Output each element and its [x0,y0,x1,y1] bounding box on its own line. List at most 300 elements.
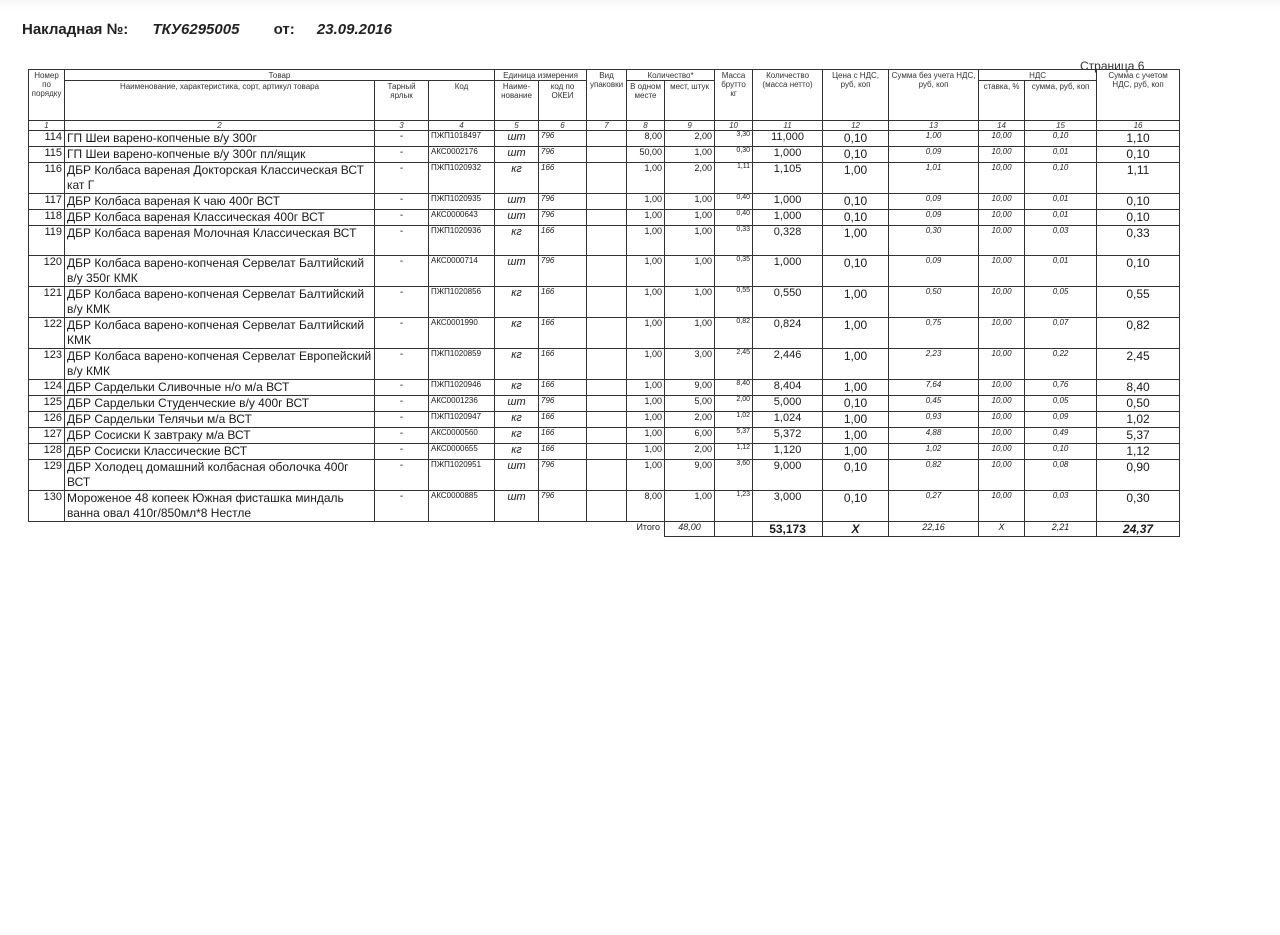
qty-places: 1,00 [665,318,715,349]
invoice-table [28,69,1180,537]
qty-in-place: 8,00 [627,131,665,147]
col-sum-no-vat-header: Сумма без учета НДС, руб, коп [889,70,979,121]
net-quantity: 1,024 [753,412,823,428]
sum-without-vat: 0,45 [889,396,979,412]
row-number: 130 [29,491,65,522]
vat-amount: 0,01 [1025,147,1097,163]
qty-places: 6,00 [665,428,715,444]
sum-without-vat: 0,09 [889,194,979,210]
tare-label: - [375,194,429,210]
gross-mass: 0,35 [715,256,753,287]
vat-rate: 10,00 [979,412,1025,428]
product-name: ДБР Сардельки Сливочные н/о м/а ВСТ [65,380,375,396]
net-quantity: 3,000 [753,491,823,522]
col-vat-header: НДС [979,70,1097,81]
sum-without-vat: 2,23 [889,349,979,380]
row-number: 129 [29,460,65,491]
sum-with-vat: 0,55 [1097,287,1180,318]
row-number: 117 [29,194,65,210]
qty-places: 1,00 [665,256,715,287]
vat-amount: 0,10 [1025,131,1097,147]
vat-rate: 10,00 [979,349,1025,380]
net-quantity: 11,000 [753,131,823,147]
product-name: ДБР Колбаса вареная Молочная Классическая ВСТ [65,226,375,256]
row-number: 115 [29,147,65,163]
sum-with-vat: 1,02 [1097,412,1180,428]
sum-without-vat: 1,01 [889,163,979,194]
vat-rate: 10,00 [979,147,1025,163]
vat-rate: 10,00 [979,460,1025,491]
gross-mass: 3,60 [715,460,753,491]
totals-net: 53,173 [753,522,823,537]
sum-without-vat: 0,30 [889,226,979,256]
product-code: АКС0000643 [429,210,495,226]
unit-name: кг [495,349,539,380]
unit-name: кг [495,226,539,256]
product-name: ДБР Холодец домашний колбасная оболочка 400г ВСТ [65,460,375,491]
column-index: 2 [65,121,375,131]
col-desc-header: Наименование, характеристика, сорт, артикул товара [65,81,375,121]
qty-in-place: 1,00 [627,396,665,412]
row-number: 128 [29,444,65,460]
product-name: ДБР Колбаса варено-копченая Сервелат Балтийский КМК [65,318,375,349]
col-goods-header: Товар [65,70,495,81]
col-rate-header: ставка, % [979,81,1025,121]
sum-with-vat: 1,11 [1097,163,1180,194]
product-name: ДБР Колбаса варено-копченая Сервелат Европейский в/у КМК [65,349,375,380]
vat-rate: 10,00 [979,256,1025,287]
vat-rate: 10,00 [979,318,1025,349]
price-with-vat: 1,00 [823,428,889,444]
totals-label: Итого [636,522,661,532]
product-name: ДБР Сардельки Телячьи м/а ВСТ [65,412,375,428]
vat-amount: 0,03 [1025,491,1097,522]
pack-type [587,163,627,194]
gross-mass: 2,00 [715,396,753,412]
col-sum-vat-header: Сумма с учетом НДС, руб, коп [1097,70,1180,121]
totals-sum-no-vat: 22,16 [889,522,979,537]
qty-places: 1,00 [665,147,715,163]
net-quantity: 8,404 [753,380,823,396]
qty-places: 2,00 [665,131,715,147]
column-index: 10 [715,121,753,131]
column-index: 14 [979,121,1025,131]
table-row [29,412,1180,428]
unit-name: кг [495,287,539,318]
col-tare-header: Тарный ярлык [375,81,429,121]
pack-type [587,256,627,287]
tare-label: - [375,396,429,412]
product-code: ПЖП1020951 [429,460,495,491]
col-qty-header: Количество* [627,70,715,81]
column-index: 9 [665,121,715,131]
okei-code: 796 [539,210,587,226]
sum-without-vat: 7,64 [889,380,979,396]
column-index: 13 [889,121,979,131]
vat-amount: 0,22 [1025,349,1097,380]
row-number: 114 [29,131,65,147]
invoice-number: ТКУ6295005 [152,21,240,38]
vat-rate: 10,00 [979,491,1025,522]
qty-places: 9,00 [665,460,715,491]
qty-in-place: 1,00 [627,163,665,194]
pack-type [587,210,627,226]
col-price-header: Цена с НДС, руб, коп [823,70,889,121]
unit-name: кг [495,318,539,349]
vat-rate: 10,00 [979,444,1025,460]
qty-in-place: 1,00 [627,444,665,460]
col-unit-name-header: Наиме-нование [495,81,539,121]
tare-label: - [375,412,429,428]
gross-mass: 0,40 [715,210,753,226]
sum-with-vat: 0,10 [1097,194,1180,210]
unit-name: шт [495,460,539,491]
vat-amount: 0,10 [1025,163,1097,194]
product-code: АКС0001990 [429,318,495,349]
sum-with-vat: 1,12 [1097,444,1180,460]
okei-code: 166 [539,444,587,460]
totals-vat: 2,21 [1025,522,1097,537]
net-quantity: 0,328 [753,226,823,256]
product-name: ДБР Колбаса вареная Классическая 400г ВСТ [65,210,375,226]
column-index: 11 [753,121,823,131]
qty-in-place: 1,00 [627,318,665,349]
column-index-row [29,121,1180,131]
okei-code: 796 [539,396,587,412]
table-row [29,444,1180,460]
gross-mass: 3,30 [715,131,753,147]
sum-without-vat: 0,75 [889,318,979,349]
gross-mass: 0,82 [715,318,753,349]
sum-without-vat: 0,27 [889,491,979,522]
qty-in-place: 1,00 [627,412,665,428]
date-label: от: [273,21,295,38]
totals-price: X [823,522,889,537]
table-row [29,491,1180,522]
table-row [29,147,1180,163]
pack-type [587,491,627,522]
column-index: 4 [429,121,495,131]
qty-in-place: 1,00 [627,380,665,396]
table-row [29,428,1180,444]
invoice-label: Накладная №: [22,21,129,38]
table-row [29,256,1180,287]
column-index: 1 [29,121,65,131]
qty-places: 1,00 [665,194,715,210]
unit-name: шт [495,491,539,522]
net-quantity: 1,120 [753,444,823,460]
vat-amount: 0,05 [1025,396,1097,412]
vat-amount: 0,01 [1025,194,1097,210]
price-with-vat: 0,10 [823,491,889,522]
tare-label: - [375,460,429,491]
gross-mass: 1,12 [715,444,753,460]
product-code: ПЖП1020856 [429,287,495,318]
vat-amount: 0,09 [1025,412,1097,428]
row-number: 121 [29,287,65,318]
sum-with-vat: 0,82 [1097,318,1180,349]
qty-places: 1,00 [665,287,715,318]
price-with-vat: 0,10 [823,210,889,226]
okei-code: 796 [539,131,587,147]
col-vat-sum-header: сумма, руб, коп [1025,81,1097,121]
gross-mass: 1,02 [715,412,753,428]
sum-with-vat: 2,45 [1097,349,1180,380]
vat-amount: 0,08 [1025,460,1097,491]
column-index: 6 [539,121,587,131]
price-with-vat: 0,10 [823,147,889,163]
product-code: ПЖП1018497 [429,131,495,147]
vat-rate: 10,00 [979,131,1025,147]
column-index: 7 [587,121,627,131]
net-quantity: 1,000 [753,256,823,287]
okei-code: 166 [539,412,587,428]
pack-type [587,380,627,396]
okei-code: 796 [539,147,587,163]
pack-type [587,318,627,349]
product-code: ПЖП1020936 [429,226,495,256]
qty-in-place: 1,00 [627,349,665,380]
sum-without-vat: 0,50 [889,287,979,318]
unit-name: шт [495,256,539,287]
price-with-vat: 1,00 [823,380,889,396]
qty-places: 1,00 [665,491,715,522]
pack-type [587,287,627,318]
gross-mass: 1,23 [715,491,753,522]
table-row [29,349,1180,380]
net-quantity: 2,446 [753,349,823,380]
tare-label: - [375,380,429,396]
vat-amount: 0,07 [1025,318,1097,349]
okei-code: 796 [539,460,587,491]
pack-type [587,226,627,256]
qty-in-place: 1,00 [627,428,665,444]
pack-type [587,194,627,210]
table-row [29,396,1180,412]
totals-total: 24,37 [1097,522,1180,537]
row-number: 119 [29,226,65,256]
pack-type [587,444,627,460]
row-number: 125 [29,396,65,412]
product-name: ДБР Сосиски К завтраку м/а ВСТ [65,428,375,444]
invoice-header [22,21,392,38]
price-with-vat: 1,00 [823,287,889,318]
vat-rate: 10,00 [979,226,1025,256]
table-row [29,460,1180,491]
price-with-vat: 1,00 [823,412,889,428]
qty-in-place: 1,00 [627,210,665,226]
row-number: 127 [29,428,65,444]
tare-label: - [375,256,429,287]
qty-in-place: 1,00 [627,256,665,287]
net-quantity: 5,372 [753,428,823,444]
totals-places: 48,00 [665,522,715,537]
pack-type [587,131,627,147]
sum-with-vat: 0,10 [1097,210,1180,226]
price-with-vat: 1,00 [823,226,889,256]
vat-rate: 10,00 [979,163,1025,194]
qty-places: 1,00 [665,226,715,256]
table-row [29,163,1180,194]
price-with-vat: 1,00 [823,318,889,349]
table-row [29,226,1180,256]
price-with-vat: 0,10 [823,256,889,287]
net-quantity: 1,000 [753,194,823,210]
product-code: ПЖП1020932 [429,163,495,194]
column-index: 16 [1097,121,1180,131]
tare-label: - [375,318,429,349]
unit-name: кг [495,444,539,460]
column-index: 12 [823,121,889,131]
gross-mass: 0,33 [715,226,753,256]
sum-with-vat: 0,10 [1097,147,1180,163]
vat-amount: 0,01 [1025,210,1097,226]
qty-places: 9,00 [665,380,715,396]
sum-with-vat: 0,33 [1097,226,1180,256]
vat-amount: 0,76 [1025,380,1097,396]
okei-code: 166 [539,163,587,194]
product-code: ПЖП1020946 [429,380,495,396]
product-name: ДБР Колбаса варено-копченая Сервелат Балтийский в/у КМК [65,287,375,318]
qty-places: 1,00 [665,210,715,226]
pack-type [587,396,627,412]
vat-rate: 10,00 [979,287,1025,318]
col-code-header: Код [429,81,495,121]
col-places-header: мест, штук [665,81,715,121]
row-number: 120 [29,256,65,287]
product-code: АКС0000714 [429,256,495,287]
okei-code: 166 [539,226,587,256]
qty-places: 2,00 [665,163,715,194]
gross-mass: 2,45 [715,349,753,380]
unit-name: кг [495,412,539,428]
table-row [29,210,1180,226]
vat-amount: 0,10 [1025,444,1097,460]
vat-amount: 0,03 [1025,226,1097,256]
gross-mass: 0,40 [715,194,753,210]
price-with-vat: 1,00 [823,444,889,460]
sum-with-vat: 0,30 [1097,491,1180,522]
qty-places: 2,00 [665,444,715,460]
sum-without-vat: 0,09 [889,256,979,287]
qty-in-place: 8,00 [627,491,665,522]
qty-in-place: 1,00 [627,194,665,210]
table-row [29,287,1180,318]
table-row [29,194,1180,210]
sum-without-vat: 0,82 [889,460,979,491]
qty-places: 5,00 [665,396,715,412]
product-name: ДБР Колбаса вареная Докторская Классическая ВСТ кат Г [65,163,375,194]
pack-type [587,428,627,444]
tare-label: - [375,287,429,318]
table-row [29,131,1180,147]
price-with-vat: 1,00 [823,349,889,380]
row-number: 124 [29,380,65,396]
gross-mass: 8,40 [715,380,753,396]
product-name: ДБР Колбаса вареная К чаю 400г ВСТ [65,194,375,210]
col-in-place-header: В одном месте [627,81,665,121]
vat-rate: 10,00 [979,380,1025,396]
col-unit-header: Единица измерения [495,70,587,81]
product-name: ДБР Сардельки Студенческие в/у 400г ВСТ [65,396,375,412]
sum-without-vat: 0,09 [889,210,979,226]
product-code: ПЖП1020947 [429,412,495,428]
totals-rate: X [979,522,1025,537]
column-index: 3 [375,121,429,131]
vat-rate: 10,00 [979,396,1025,412]
gross-mass: 0,55 [715,287,753,318]
vat-amount: 0,49 [1025,428,1097,444]
col-net-header: Количество (масса нетто) [753,70,823,121]
price-with-vat: 0,10 [823,396,889,412]
price-with-vat: 1,00 [823,163,889,194]
product-name: ДБР Колбаса варено-копченая Сервелат Балтийский в/у 350г КМК [65,256,375,287]
col-mass-header: Масса брутто кг [715,70,753,121]
unit-name: шт [495,147,539,163]
sum-with-vat: 0,10 [1097,256,1180,287]
unit-name: шт [495,131,539,147]
row-number: 116 [29,163,65,194]
okei-code: 166 [539,428,587,444]
sum-without-vat: 1,00 [889,131,979,147]
price-with-vat: 0,10 [823,131,889,147]
column-index: 15 [1025,121,1097,131]
sum-with-vat: 0,90 [1097,460,1180,491]
product-code: АКС0001236 [429,396,495,412]
tare-label: - [375,163,429,194]
col-num-header: Номер по порядку [29,70,65,121]
qty-places: 3,00 [665,349,715,380]
invoice-date: 23.09.2016 [316,21,392,38]
vat-rate: 10,00 [979,194,1025,210]
product-code: АКС0002176 [429,147,495,163]
column-index: 5 [495,121,539,131]
okei-code: 166 [539,349,587,380]
sum-with-vat: 5,37 [1097,428,1180,444]
okei-code: 796 [539,256,587,287]
product-name: ГП Шеи варено-копченые в/у 300г пл/ящик [65,147,375,163]
unit-name: кг [495,428,539,444]
okei-code: 166 [539,287,587,318]
unit-name: кг [495,163,539,194]
sum-with-vat: 0,50 [1097,396,1180,412]
vat-amount: 0,05 [1025,287,1097,318]
product-code: ПЖП1020859 [429,349,495,380]
sum-with-vat: 8,40 [1097,380,1180,396]
qty-in-place: 50,00 [627,147,665,163]
sum-without-vat: 1,02 [889,444,979,460]
sum-with-vat: 1,10 [1097,131,1180,147]
tare-label: - [375,491,429,522]
price-with-vat: 0,10 [823,194,889,210]
column-index: 8 [627,121,665,131]
okei-code: 796 [539,194,587,210]
gross-mass: 1,11 [715,163,753,194]
vat-rate: 10,00 [979,428,1025,444]
row-number: 123 [29,349,65,380]
page-number: Страница 6 [1080,59,1145,73]
okei-code: 166 [539,318,587,349]
net-quantity: 5,000 [753,396,823,412]
pack-type [587,460,627,491]
product-code: АКС0000655 [429,444,495,460]
net-quantity: 1,105 [753,163,823,194]
product-name: Мороженое 48 копеек Южная фисташка миндаль ванна овал 410г/850мл*8 Нестле [65,491,375,522]
tare-label: - [375,428,429,444]
product-code: АКС0000885 [429,491,495,522]
row-number: 118 [29,210,65,226]
product-code: АКС0000560 [429,428,495,444]
